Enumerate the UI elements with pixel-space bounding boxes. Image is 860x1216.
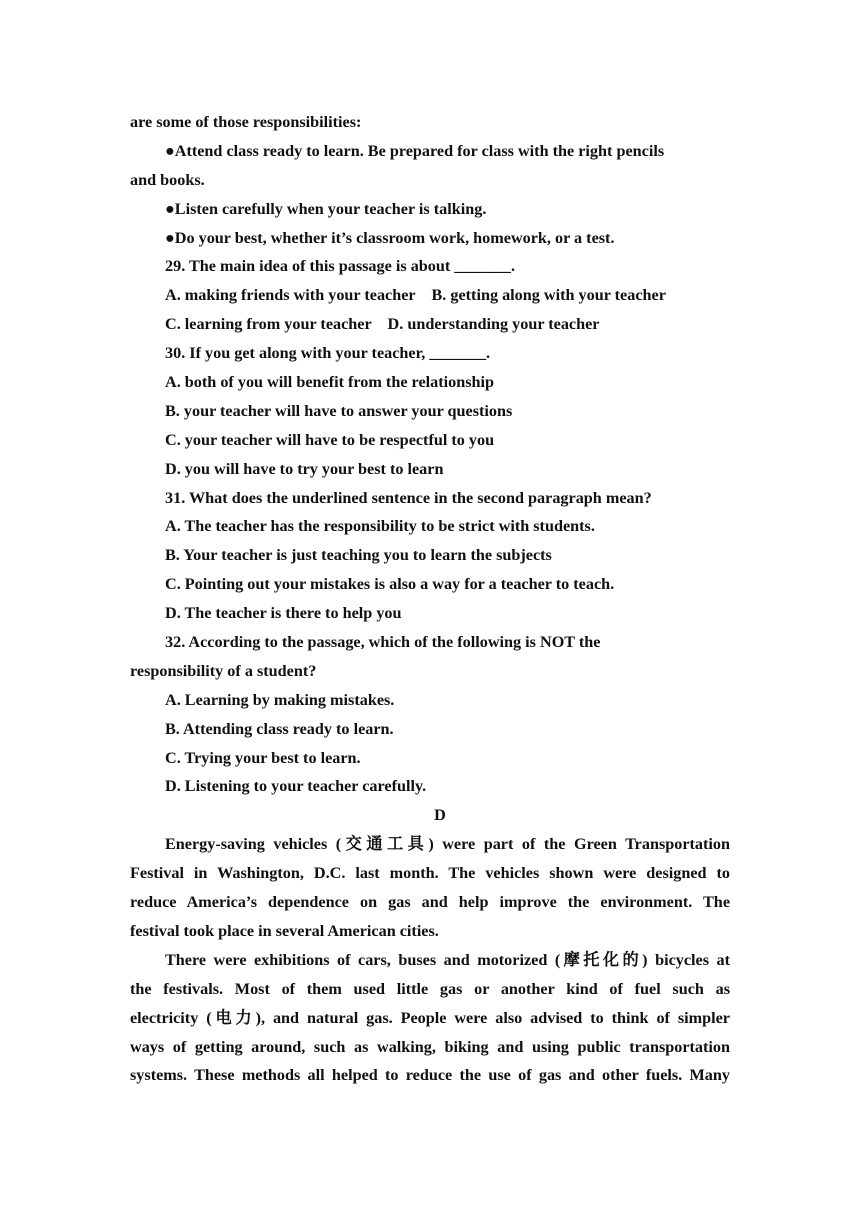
paragraph-line: festival took place in several American cities. [130,921,439,940]
question-31-option-b: B. Your teacher is just teaching you to learn the subjects [165,546,552,565]
question-32-option-d: D. Listening to your teacher carefully. [165,777,427,796]
paragraph-line: systems. These methods all helped to reduce the use of gas and other fuels. Many [130,1066,730,1085]
question-31-option-a: A. The teacher has the responsibility to be strict with students. [165,517,595,536]
question-30-option-d: D. you will have to try your best to learn [165,459,444,478]
question-32-stem-continued: responsibility of a student? [130,661,317,680]
question-31-option-d: D. The teacher is there to help you [165,604,402,623]
question-31-stem: 31. What does the underlined sentence in the second paragraph mean? [165,488,652,507]
bullet-item: ●Attend class ready to learn. Be prepared for class with the right pencils [165,141,665,160]
paragraph-line: electricity (电力), and natural gas. People were also advised to think of simpler [130,1008,730,1027]
paragraph-line: ways of getting around, such as walking, biking and using public transportation [130,1037,730,1056]
question-30-option-c: C. your teacher will have to be respectful to you [165,430,495,449]
question-32-option-a: A. Learning by making mistakes. [165,690,395,709]
paragraph-line: Festival in Washington, D.C. last month. The vehicles shown were designed to [130,864,730,883]
question-32-stem: 32. According to the passage, which of the following is NOT the [165,633,601,652]
section-heading: D [434,806,446,825]
bullet-item: ●Listen carefully when your teacher is talking. [165,199,487,218]
bullet-item-continued: and books. [130,170,205,189]
question-32-option-b: B. Attending class ready to learn. [165,719,394,738]
question-30-option-b: B. your teacher will have to answer your questions [165,401,513,420]
question-30-stem: 30. If you get along with your teacher, _______. [165,344,491,363]
question-32-option-c: C. Trying your best to learn. [165,748,361,767]
question-29-options-ab: A. making friends with your teacher B. getting along with your teacher [165,286,666,305]
paragraph-line: reduce America’s dependence on gas and help improve the environment. The [130,893,730,912]
paragraph-line: Energy-saving vehicles (交通工具) were part of the Green Transportation [165,835,730,854]
intro-line: are some of those responsibilities: [130,113,362,131]
paragraph-line: the festivals. Most of them used little gas or another kind of fuel such as [130,979,730,998]
question-31-option-c: C. Pointing out your mistakes is also a way for a teacher to teach. [165,575,615,594]
question-29-stem: 29. The main idea of this passage is about _______. [165,257,516,276]
question-30-option-a: A. both of you will benefit from the relationship [165,373,495,392]
bullet-item: ●Do your best, whether it’s classroom work, homework, or a test. [165,228,615,247]
question-29-options-cd: C. learning from your teacher D. understanding your teacher [165,315,600,334]
document-page [130,108,730,1090]
paragraph-line: There were exhibitions of cars, buses and motorized (摩托化的) bicycles at [165,950,730,969]
